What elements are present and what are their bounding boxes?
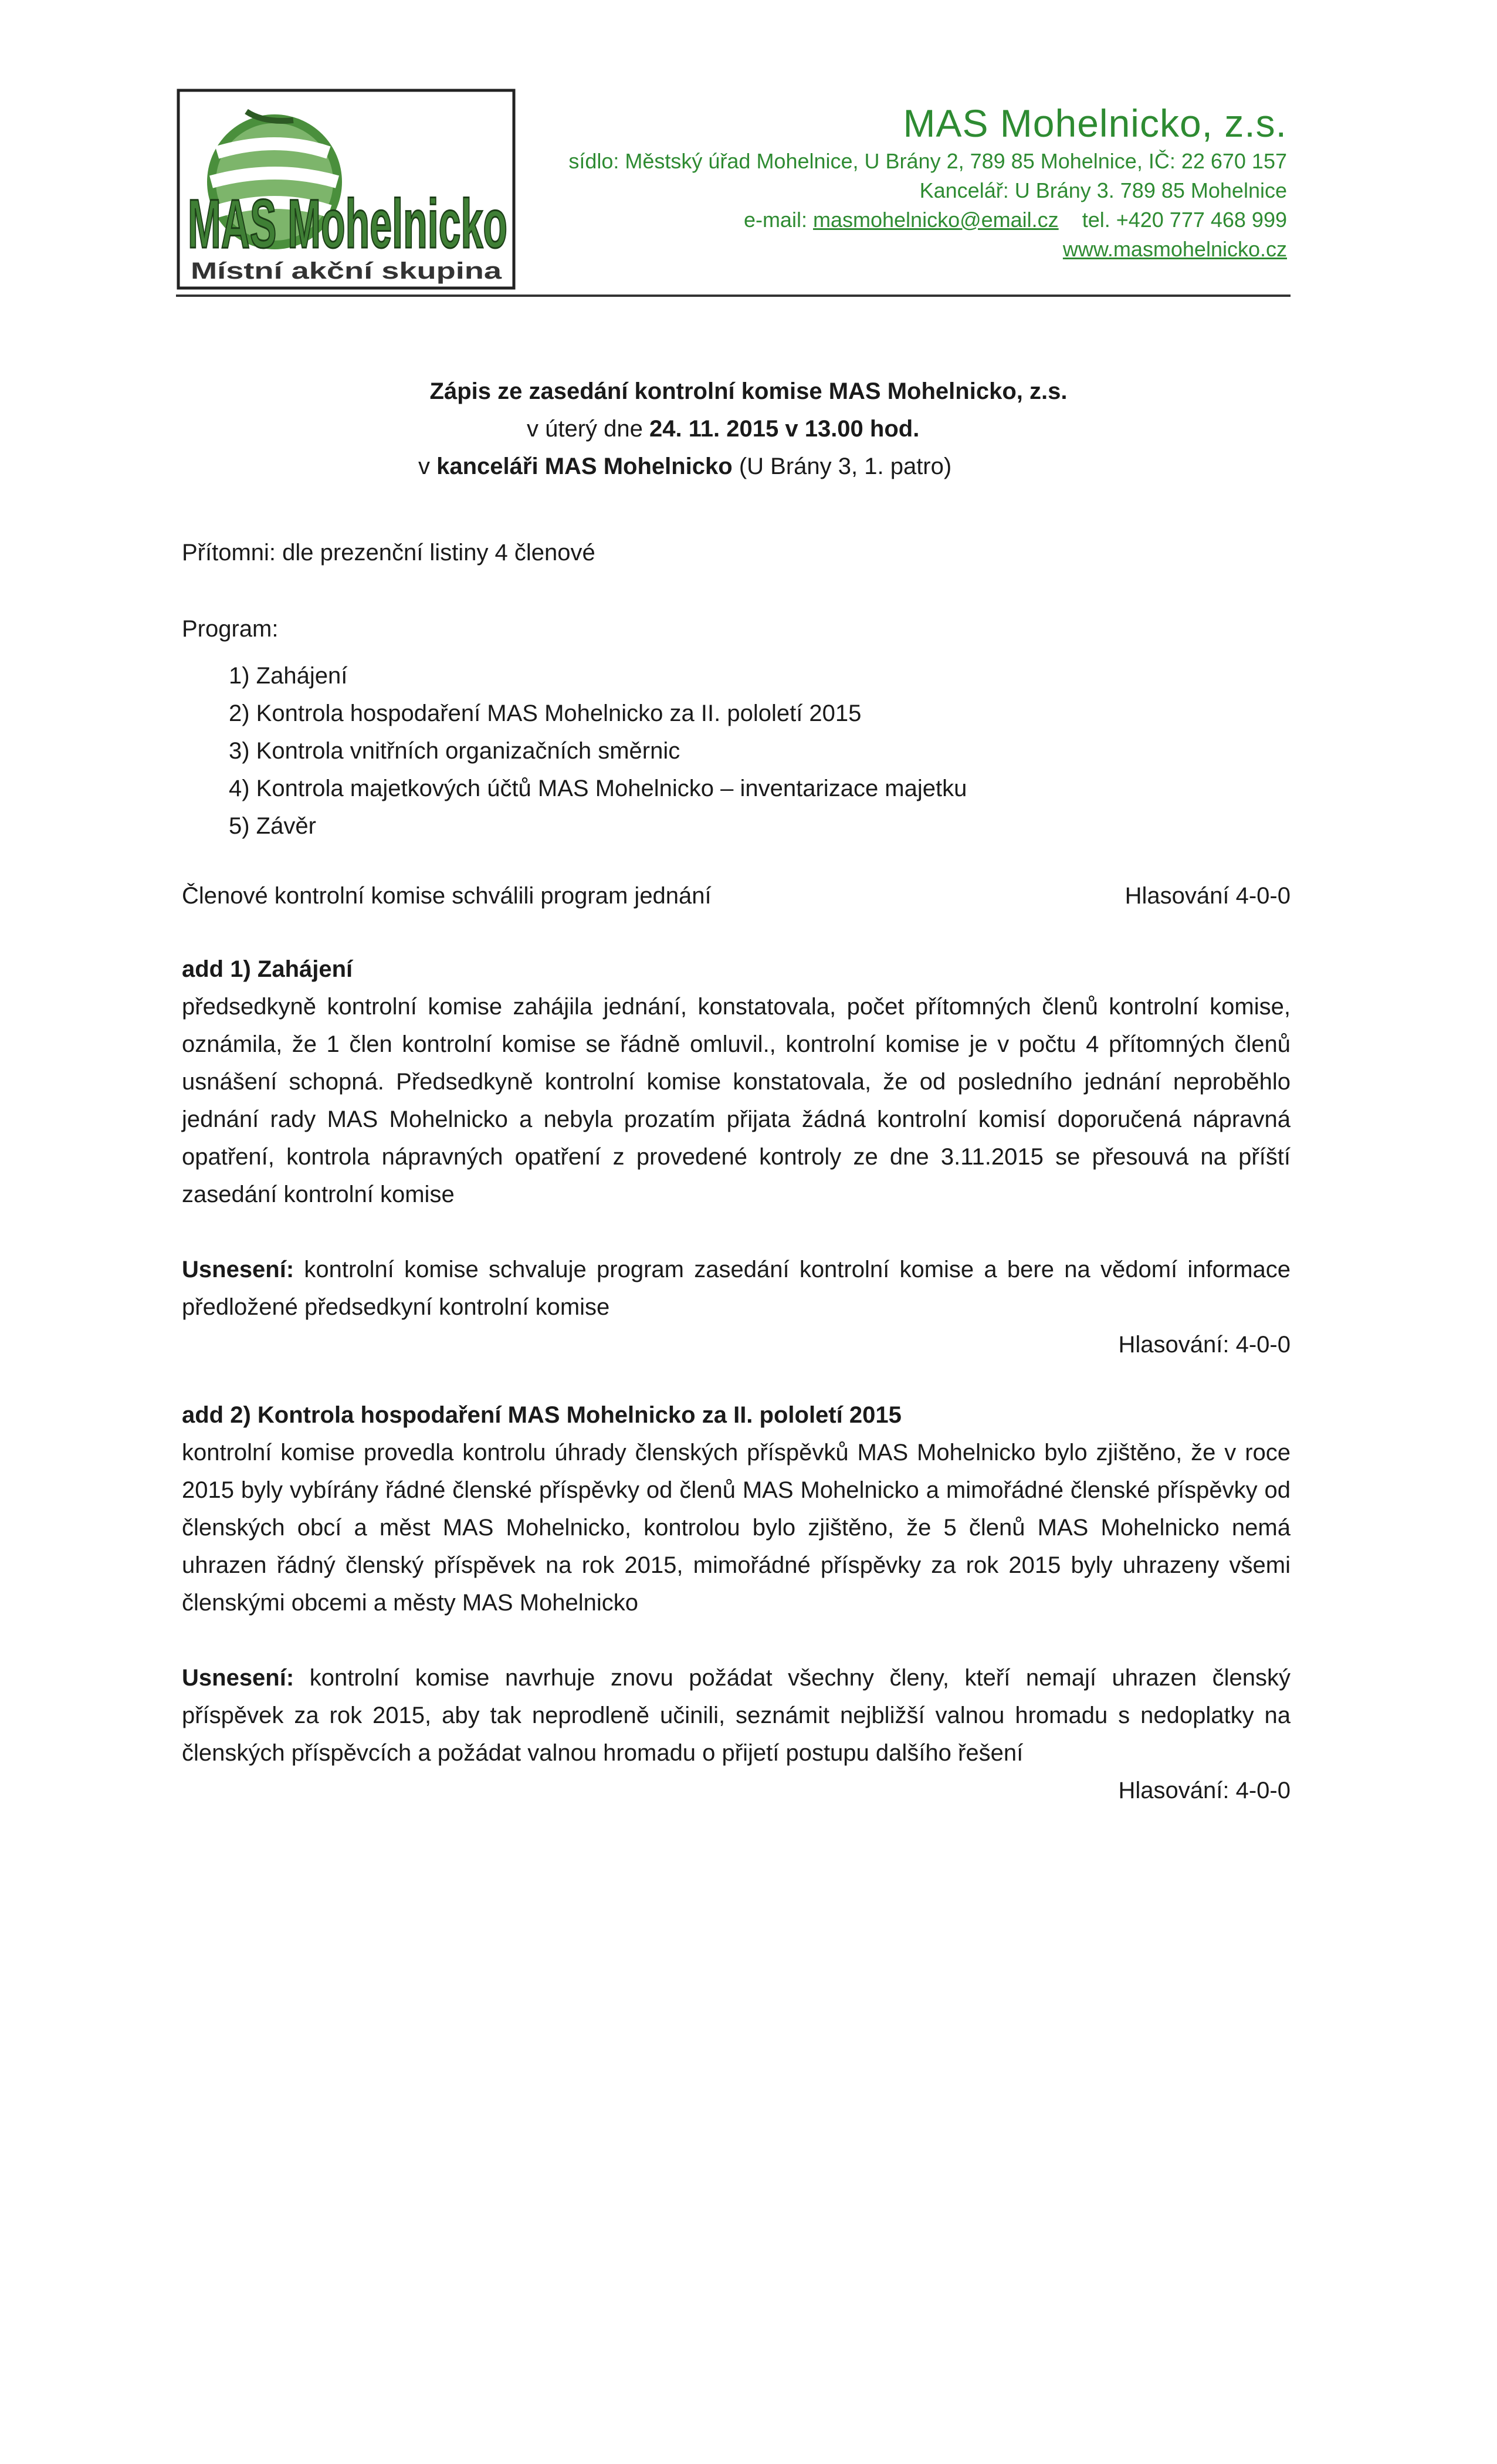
approval-text: Členové kontrolní komise schválili program jednání — [182, 883, 712, 909]
program-item: 5) Závěr — [229, 813, 316, 839]
organization-name: MAS Mohelnicko, z.s. — [903, 101, 1287, 145]
email-link[interactable]: masmohelnicko@email.cz — [812, 208, 1059, 232]
title-line: Zápis ze zasedání kontrolní komise MAS Mohelnicko, z.s. — [429, 378, 1068, 404]
letterhead-contact — [568, 100, 1287, 264]
organization-logo — [176, 88, 516, 290]
phone-number: tel. +420 777 468 999 — [1082, 208, 1287, 232]
header-divider — [176, 295, 1291, 297]
website-link[interactable]: www.masmohelnicko.cz — [1062, 237, 1287, 261]
meeting-place: kanceláři MAS Mohelnicko — [436, 453, 733, 479]
program-heading: Program: — [182, 616, 279, 642]
website-line — [568, 235, 1287, 264]
section-2-body: kontrolní komise provedla kontrolu úhrady členských příspěvků MAS Mohelnicko bylo zjištěno, že v roce 2015 byly vybírány řádné členské příspěvky od členů MAS Mohelnicko a mimořádné členské příspěvky od členských obcí a měst MAS Mohelnicko, kontrolou bylo zjištěno, že 5 členů MAS Mohelnicko nemá uhrazen řádný členský příspěvek na rok 2015, mimořádné příspěvky za rok 2015 byly uhrazeny všemi členskými obcemi a městy MAS Mohelnicko — [182, 1440, 1291, 1616]
program-item: 4) Kontrola majetkových účtů MAS Mohelnicko – inventarizace majetku — [229, 776, 967, 801]
section-2-vote: Hlasování: 4-0-0 — [1118, 1778, 1291, 1803]
program-approval — [182, 877, 1291, 915]
organization-address: sídlo: Městský úřad Mohelnice, U Brány 2, 789 85 Mohelnice, IČ: 22 670 157 — [568, 149, 1287, 173]
email-label: e-mail: — [743, 208, 807, 232]
approval-vote: Hlasování 4-0-0 — [1125, 883, 1291, 909]
program-list — [182, 657, 1291, 845]
resolution-text: kontrolní komise navrhuje znovu požádat všechny členy, kteří nemají uhrazen členský příspěvek za rok 2015, aby tak neprodleně učinili, seznámit nejbližší valnou hromadu s nedoplatky na členských příspěvcích a požádat valnou hromadu o přijetí postupu dalšího řešení — [182, 1665, 1291, 1766]
svg-text:MAS Mohelnicko: MAS Mohelnicko — [188, 185, 507, 263]
section-1-resolution — [182, 1251, 1291, 1326]
section-2-resolution — [182, 1659, 1291, 1772]
document-title — [0, 373, 1497, 485]
meeting-date: 24. 11. 2015 v 13.00 hod. — [649, 416, 920, 442]
office-address: Kancelář: U Brány 3. 789 85 Mohelnice — [919, 178, 1287, 202]
program-item: 1) Zahájení — [229, 663, 348, 689]
resolution-label: Usnesení: — [182, 1257, 294, 1282]
section-2-heading: add 2) Kontrola hospodaření MAS Mohelnicko za II. pololetí 2015 — [182, 1402, 902, 1428]
section-1 — [182, 950, 1291, 1363]
program-item: 3) Kontrola vnitřních organizačních směrnic — [229, 738, 680, 764]
meeting-date-line: v úterý dne 24. 11. 2015 v 13.00 hod. — [527, 416, 920, 442]
section-1-heading: add 1) Zahájení — [182, 956, 353, 982]
program-item: 2) Kontrola hospodaření MAS Mohelnicko za II. pololetí 2015 — [229, 700, 862, 726]
contact-line — [568, 205, 1287, 235]
attendance-line: Přítomni: dle prezenční listiny 4 členové — [182, 540, 595, 566]
program-section — [182, 610, 1291, 845]
section-1-vote: Hlasování: 4-0-0 — [1118, 1332, 1291, 1358]
section-1-body: předsedkyně kontrolní komise zahájila jednání, konstatovala, počet přítomných členů kontrolní komise, oznámila, že 1 člen kontrolní komise se řádně omluvil., kontrolní komise je v počtu 4 přítomných členů usnášení schopná. Předsedkyně kontrolní komise konstatovala, že od posledního jednání neproběhlo jednání rady MAS Mohelnicko a nebyla prozatím přijata žádná kontrolní komisí doporučená nápravná opatření, kontrola nápravných opatření z provedené kontroly ze dne 3.11.2015 se přesouvá na příští zasedání kontrolní komise — [182, 994, 1291, 1207]
svg-text:Místní akční skupina: Místní akční skupina — [191, 258, 503, 284]
meeting-place-line: v kanceláři MAS Mohelnicko (U Brány 3, 1. patro) — [418, 453, 952, 479]
resolution-text: kontrolní komise schvaluje program zasedání kontrolní komise a bere na vědomí informace předložené předsedkyní kontrolní komise — [182, 1257, 1291, 1320]
section-2 — [182, 1396, 1291, 1809]
resolution-label: Usnesení: — [182, 1665, 294, 1691]
